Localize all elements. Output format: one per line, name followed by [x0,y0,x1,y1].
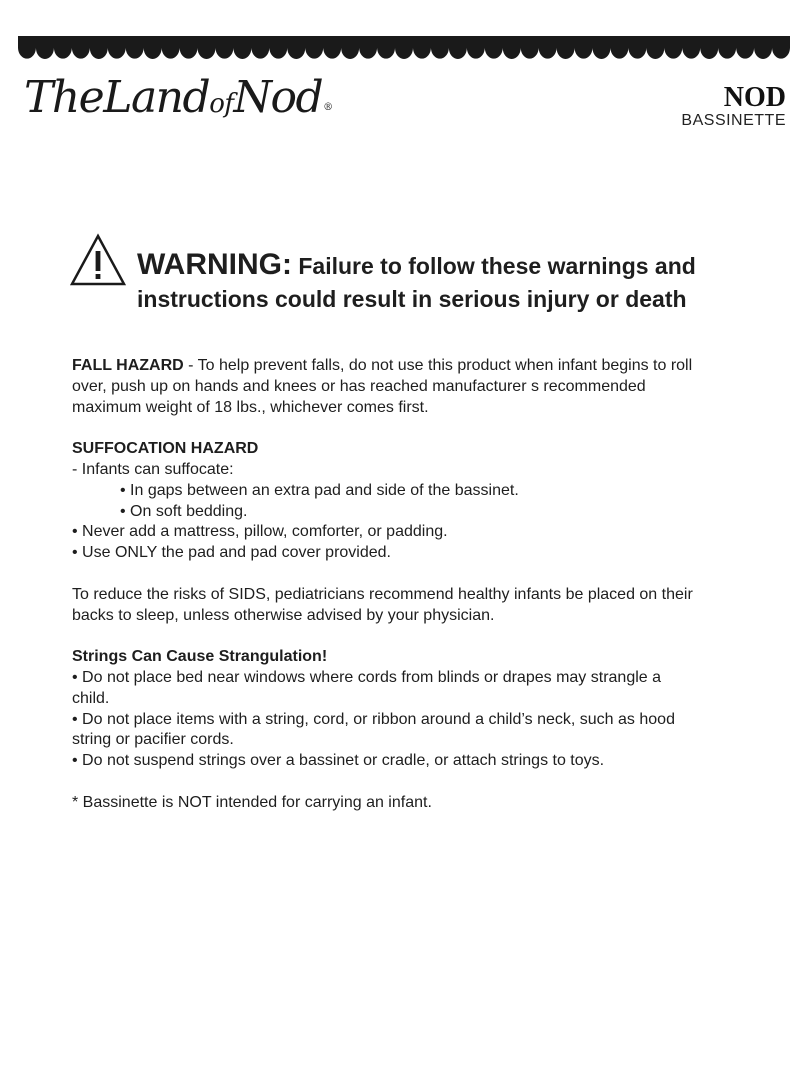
logo-of: of [209,89,234,119]
warning-label: WARNING: [137,248,292,281]
fall-hazard-line-2: over, push up on hands and knees or has reached manufacturer s recommended [72,377,646,395]
sids-line-1: To reduce the risks of SIDS, pediatricians recommend healthy infants be placed on their [72,585,693,603]
suffocation-title: SUFFOCATION HAZARD [72,440,259,458]
warning-text-1: Failure to follow these warnings and [298,253,696,279]
fall-hazard-line-3: maximum weight of 18 lbs., whichever comes first. [72,398,429,416]
fall-hazard-section [72,356,762,418]
product-type: BASSINETTE [681,112,786,129]
sids-section [72,585,762,627]
suffocation-intro: - Infants can suffocate: [72,460,234,478]
suffocation-item: • Never add a mattress, pillow, comforter, or padding. [72,523,448,541]
brand-logo [24,72,332,123]
suffocation-sub-item: • In gaps between an extra pad and side of the bassinet. [120,481,519,499]
carrying-note: * Bassinette is NOT intended for carrying an infant. [72,793,432,811]
scalloped-header-border [18,36,790,62]
suffocation-sub-item: • On soft bedding. [120,502,248,520]
warning-triangle-icon [70,233,126,287]
strings-item-1-line-1: • Do not place bed near windows where cords from blinds or drapes may strangle a [72,668,662,686]
logo-registered-mark: ® [323,102,332,113]
warning-text-2: instructions could result in serious injury or death [137,286,687,312]
product-name: NOD [723,82,786,113]
warning-line-1 [137,248,777,283]
warning-body [72,356,762,814]
strings-item-2-line-2: string or pacifier cords. [72,731,234,749]
fall-hazard-line-1 [72,356,762,377]
strings-title: Strings Can Cause Strangulation! [72,648,328,666]
warning-heading [137,248,777,316]
strings-item-2-line-1: • Do not place items with a string, cord, or ribbon around a child’s neck, such as hood [72,710,675,728]
logo-nod: Nod [233,72,323,123]
fall-hazard-title: FALL HAZARD [72,357,184,374]
strings-item-3-line-1: • Do not suspend strings over a bassinet or cradle, or attach strings to toys. [72,752,605,770]
suffocation-item: • Use ONLY the pad and pad cover provided. [72,544,391,562]
strings-section [72,647,762,772]
strings-item-1-line-2: child. [72,689,110,707]
product-title-block [681,84,786,130]
fall-hazard-text-1: - To help prevent falls, do not use this product when infant begins to roll [183,357,693,374]
suffocation-section [72,439,762,564]
sids-line-2: backs to sleep, unless otherwise advised by your physician. [72,606,495,624]
logo-the: The [24,72,104,123]
logo-land: Land [103,72,210,123]
